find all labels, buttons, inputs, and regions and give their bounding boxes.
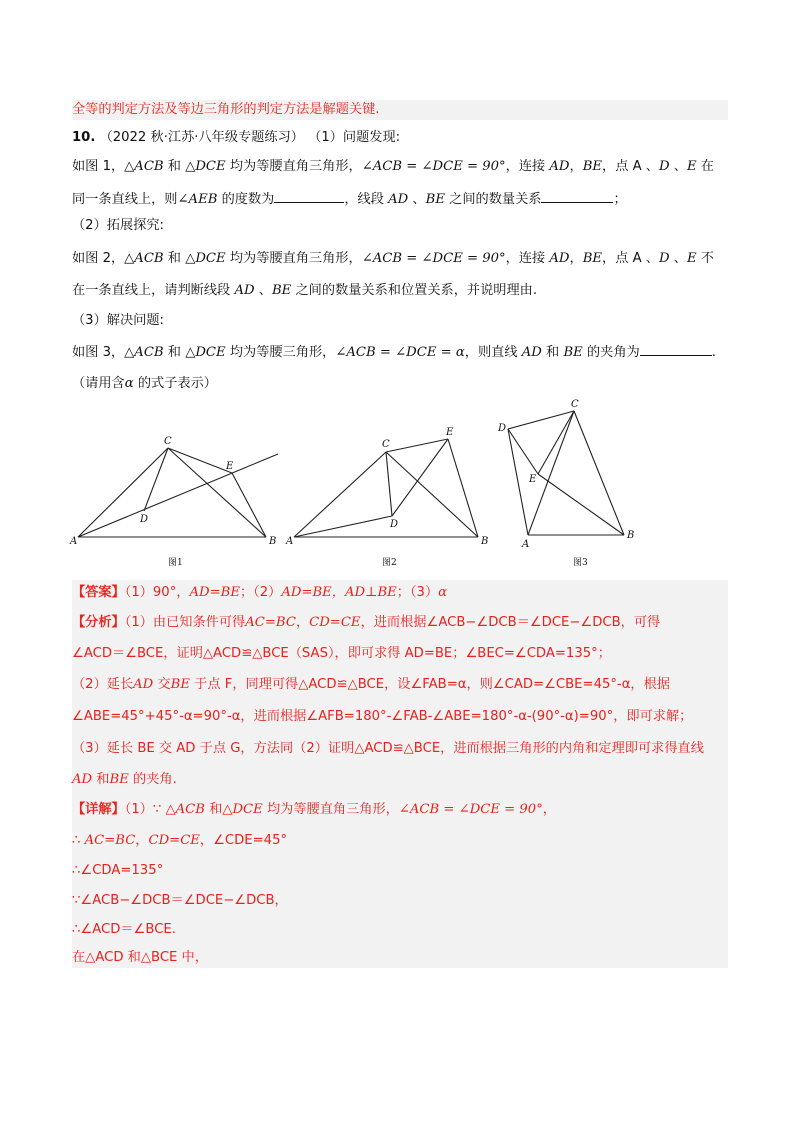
fig1-label-c: C bbox=[164, 436, 172, 447]
question-header bbox=[72, 128, 728, 148]
fig3-label-d: D bbox=[498, 423, 507, 434]
intro-text: 全等的判定方法及等边三角形的判定方法是解题关键. bbox=[72, 102, 380, 117]
answer-blank-angle[interactable] bbox=[274, 188, 344, 203]
fig2-segment-cb bbox=[386, 452, 478, 537]
detail-label: 【详解】 bbox=[72, 802, 125, 817]
figure-3 bbox=[508, 411, 624, 535]
fig1-label-b: B bbox=[269, 536, 277, 547]
fig3-label-e: E bbox=[529, 474, 537, 485]
analysis-line5: （3）延长 BE 交 AD 于点 G，方法同（2）证明△ACD≌△BCE，进而根据三角形的内角和定理即可求得直线 bbox=[72, 741, 704, 756]
fig1-segment-eb bbox=[232, 473, 266, 537]
fig2-segment-ce bbox=[386, 439, 448, 452]
part2-line1: 如图 2，△ACB 和 △DCE 均为等腰直角三角形，∠ACB = ∠DCE = 90°，连接 AD，BE，点 A 、D 、E 不 bbox=[72, 251, 714, 266]
part1-title: （1）问题发现: bbox=[308, 130, 401, 145]
detail-line6: 在△ACD 和△BCE 中， bbox=[72, 950, 208, 965]
fig2-label-b: B bbox=[481, 536, 489, 547]
fig3-segment-ce bbox=[538, 411, 574, 474]
analysis-line6: AD 和BE 的夹角. bbox=[72, 772, 177, 787]
part1-line2: 同一条直线上，则∠AEB 的度数为 ，线段 AD 、BE 之间的数量关系 ； bbox=[72, 188, 728, 210]
answer-blank-relation[interactable] bbox=[541, 188, 613, 203]
answer-line: 【答案】（1）90°，AD=BE；（2）AD=BE，AD⊥BE；（3）α bbox=[72, 585, 448, 600]
part3-line2: （请用含α 的式子表示） bbox=[72, 376, 217, 391]
fig2-segment-ac bbox=[294, 452, 386, 537]
fig3-segment-dc bbox=[508, 411, 574, 429]
fig1-segment-cb bbox=[168, 448, 266, 537]
fig2-label-a: A bbox=[286, 536, 294, 547]
fig1-label-a: A bbox=[70, 536, 78, 547]
part1-line1: 如图 1，△ACB 和 △DCE 均为等腰直角三角形，∠ACB = ∠DCE = 90°，连接 AD，BE，点 A 、D 、E 在 bbox=[72, 159, 714, 174]
answer-label: 【答案】 bbox=[72, 585, 125, 600]
part2-title: （2）拓展探究: bbox=[72, 218, 164, 233]
analysis-line3: （2）延长AD 交BE 于点 F，同理可得△ACD≌△BCE，设∠FAB=α，则∠CAD=∠CBE=45°-α，根据 bbox=[72, 677, 670, 692]
fig2-segment-cd bbox=[386, 452, 392, 516]
question-number: 10. bbox=[72, 130, 96, 145]
answer-blank-angle-alpha[interactable] bbox=[640, 341, 712, 356]
analysis-line1: 【分析】（1）由已知条件可得AC=BC，CD=CE，进而根据∠ACB−∠DCB＝∠DCE−∠DCB，可得 bbox=[72, 615, 661, 630]
fig2-segment-ad bbox=[294, 516, 392, 537]
fig2-segment-be bbox=[448, 439, 478, 537]
fig3-segment-ac bbox=[528, 411, 574, 535]
fig2-label-d: D bbox=[390, 519, 399, 530]
fig2-caption: 图2 bbox=[382, 558, 397, 568]
fig2-label-e: E bbox=[446, 427, 454, 438]
fig1-label-e: E bbox=[226, 461, 234, 472]
fig1-line-ade bbox=[78, 454, 278, 537]
fig3-label-c: C bbox=[571, 399, 579, 410]
detail-line2: ∴ AC=BC，CD=CE，∠CDE=45° bbox=[72, 833, 288, 848]
part2-line2: 在一条直线上，请判断线段 AD 、BE 之间的数量关系和位置关系，并说明理由. bbox=[72, 283, 538, 298]
fig3-segment-be bbox=[538, 474, 624, 535]
fig2-segment-de bbox=[392, 439, 448, 516]
analysis-line2: ∠ACD＝∠BCE，证明△ACD≌△BCE（SAS），即可求得 AD=BE；∠BEC=∠CDA=135°； bbox=[72, 646, 611, 661]
detail-line3: ∴∠CDA=135° bbox=[72, 863, 164, 878]
fig3-label-b: B bbox=[627, 530, 635, 541]
fig3-label-a: A bbox=[522, 539, 530, 550]
detail-line1: 【详解】（1）∵ △ACB 和△DCE 均为等腰直角三角形，∠ACB = ∠DCE = 90°， bbox=[72, 802, 556, 817]
figures-panel bbox=[66, 398, 728, 578]
part3-line1: 如图 3，△ACB 和 △DCE 均为等腰三角形，∠ACB = ∠DCE = α，则直线 AD 和 BE 的夹角为 . bbox=[72, 341, 728, 363]
question-source: （2022 秋·江苏·八年级专题练习） bbox=[99, 130, 304, 145]
fig1-label-d: D bbox=[140, 514, 149, 525]
analysis-label: 【分析】 bbox=[72, 615, 125, 630]
figure-1 bbox=[78, 448, 278, 537]
fig1-segment-ce bbox=[168, 448, 232, 473]
figure-2 bbox=[294, 439, 478, 537]
fig2-label-c: C bbox=[382, 439, 390, 450]
fig3-segment-cb bbox=[574, 411, 624, 535]
detail-line5: ∴∠ACD＝∠BCE. bbox=[72, 922, 176, 937]
intro-line bbox=[72, 100, 728, 120]
fig1-caption: 图1 bbox=[168, 558, 183, 568]
part3-title: （3）解决问题: bbox=[72, 313, 164, 328]
fig3-caption: 图3 bbox=[573, 558, 588, 568]
analysis-line4: ∠ABE=45°+45°-α=90°-α，进而根据∠AFB=180°-∠FAB-∠ABE=180°-α-(90°-α)=90°，即可求解； bbox=[72, 709, 693, 724]
fig1-segment-ac bbox=[78, 448, 168, 537]
detail-line4: ∵∠ACB−∠DCB＝∠DCE−∠DCB， bbox=[72, 893, 288, 908]
